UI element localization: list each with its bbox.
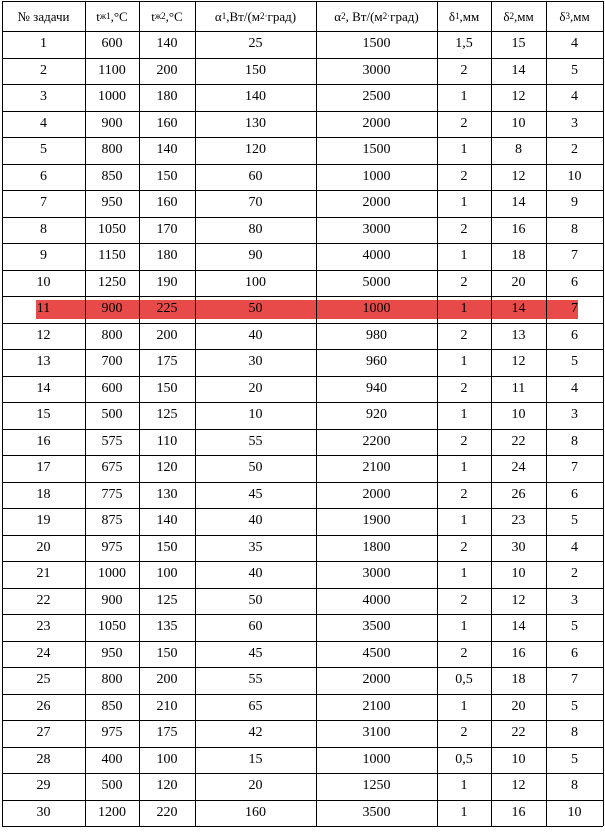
- table-cell: 125: [156, 592, 178, 608]
- table-cell: 850: [101, 698, 123, 714]
- table-cell: 18: [36, 486, 51, 502]
- table-cell: 0,5: [455, 751, 473, 767]
- table-cell: 15: [36, 407, 51, 423]
- table-cell: 6: [571, 645, 578, 661]
- table-cell: 2: [460, 592, 468, 608]
- table-cell: 3: [40, 89, 47, 105]
- table-cell: 600: [101, 36, 123, 52]
- header-unit-text: град): [267, 8, 297, 24]
- header-base-text: α: [214, 8, 222, 24]
- column-header: t ж2 ,°C: [151, 8, 183, 24]
- table-cell: 0,5: [455, 672, 473, 688]
- table-cell: 50: [248, 460, 263, 476]
- table-cell: 220: [156, 804, 178, 820]
- table-cell: 1150: [98, 248, 126, 264]
- header-base-text: № задачи: [17, 8, 70, 24]
- table-cell: 175: [156, 725, 178, 741]
- table-cell: 21: [36, 566, 51, 582]
- table-cell: 22: [511, 433, 526, 449]
- table-cell: 20: [248, 778, 263, 794]
- table-cell: 1000: [98, 89, 126, 105]
- table-cell: 1500: [362, 36, 391, 52]
- table-cell: 1: [460, 89, 468, 105]
- table-cell: 13: [511, 327, 526, 343]
- table-cell: 12: [36, 327, 51, 343]
- table-cell: 4: [571, 89, 578, 105]
- table-cell: 23: [511, 513, 526, 529]
- table-cell: 1000: [362, 168, 391, 184]
- table-cell: 1: [460, 619, 468, 635]
- table-cell: 3500: [362, 619, 391, 635]
- table-cell: 4: [571, 380, 578, 396]
- column-header: α 2 , Вт/(м 2· град): [334, 8, 419, 24]
- table-cell: 12: [511, 354, 526, 370]
- header-unit-text: ,мм: [569, 8, 590, 24]
- table-cell: 40: [248, 566, 263, 582]
- table-cell: 920: [366, 407, 387, 423]
- table-cell: 1: [460, 195, 468, 211]
- table-cell: 2: [460, 62, 468, 78]
- table-cell: 29: [36, 778, 51, 794]
- table-cell: 7: [40, 195, 47, 211]
- table-cell: 1: [460, 407, 468, 423]
- header-base-text: t: [151, 8, 155, 24]
- table-cell: 2200: [362, 433, 391, 449]
- table-cell: 11: [511, 380, 526, 396]
- table-cell: 8: [571, 433, 578, 449]
- table-cell: 960: [366, 354, 387, 370]
- table-cell: 23: [36, 619, 51, 635]
- table-cell: 16: [36, 433, 51, 449]
- table-cell: 2: [460, 380, 468, 396]
- table-cell: 100: [156, 566, 178, 582]
- table-cell: 2100: [362, 698, 391, 714]
- table-cell: 4500: [362, 645, 391, 661]
- table-cell: 1: [460, 248, 468, 264]
- table-cell: 4: [571, 36, 578, 52]
- table-cell: 60: [248, 168, 263, 184]
- table-cell: 400: [101, 751, 123, 767]
- table-cell: 5000: [362, 274, 391, 290]
- table-cell: 2000: [362, 486, 391, 502]
- table-cell: 600: [101, 380, 123, 396]
- table-cell: 100: [156, 751, 178, 767]
- table-cell: 2: [460, 539, 468, 555]
- table-cell: 850: [101, 168, 123, 184]
- table-cell: 800: [101, 672, 123, 688]
- table-cell: 1050: [98, 619, 126, 635]
- table-cell: 12: [511, 778, 526, 794]
- table-cell: 24: [36, 645, 51, 661]
- table-cell: 180: [156, 89, 178, 105]
- table-cell: 10: [248, 407, 263, 423]
- table-cell: 16: [511, 645, 526, 661]
- table-cell: 10: [567, 168, 582, 184]
- header-unit-text: , Вт/(м: [345, 8, 383, 24]
- table-cell: 15: [511, 36, 526, 52]
- table-cell: 26: [511, 486, 526, 502]
- table-cell: 8: [571, 221, 578, 237]
- header-base-text: δ: [559, 8, 566, 24]
- table-cell: 1: [460, 354, 468, 370]
- table-cell: 16: [511, 221, 526, 237]
- table-cell: 9: [571, 195, 578, 211]
- table-cell: 16: [511, 804, 526, 820]
- table-cell: 42: [248, 725, 263, 741]
- table-cell: 65: [248, 698, 263, 714]
- table-cell: 700: [101, 354, 123, 370]
- table-cell: 3000: [362, 566, 391, 582]
- table-cell: 150: [156, 645, 178, 661]
- header-unit-text: ,°C: [165, 8, 183, 24]
- table-cell: 20: [36, 539, 51, 555]
- table-cell: 6: [571, 327, 578, 343]
- table-cell: 1,5: [455, 36, 473, 52]
- table-cell: 1: [460, 301, 468, 317]
- table-cell: 55: [248, 672, 263, 688]
- table-cell: 25: [36, 672, 51, 688]
- table-cell: 8: [571, 778, 578, 794]
- table-cell: 24: [511, 460, 526, 476]
- table-cell: 150: [156, 380, 178, 396]
- table-cell: 1000: [362, 301, 391, 317]
- table-cell: 7: [571, 301, 578, 317]
- table-cell: 20: [511, 274, 526, 290]
- table-cell: 130: [156, 486, 178, 502]
- table-cell: 2000: [362, 672, 391, 688]
- table-cell: 18: [511, 672, 526, 688]
- table-cell: 18: [511, 248, 526, 264]
- table-cell: 2: [460, 725, 468, 741]
- header-base-text: δ: [448, 8, 455, 24]
- table-cell: 9: [40, 248, 47, 264]
- table-cell: 8: [515, 142, 522, 158]
- table-cell: 980: [366, 327, 387, 343]
- table-cell: 10: [511, 407, 526, 423]
- table-cell: 5: [40, 142, 47, 158]
- table-cell: 6: [571, 274, 578, 290]
- table-cell: 225: [156, 301, 178, 317]
- table-cell: 3: [571, 407, 578, 423]
- table-cell: 1000: [98, 566, 126, 582]
- table-cell: 2: [460, 274, 468, 290]
- table-cell: 19: [36, 513, 51, 529]
- table-cell: 12: [511, 168, 526, 184]
- table-cell: 7: [571, 248, 578, 264]
- table-cell: 175: [156, 354, 178, 370]
- table-cell: 10: [36, 274, 51, 290]
- table-cell: 2000: [362, 115, 391, 131]
- table-cell: 975: [101, 725, 123, 741]
- table-cell: 6: [571, 486, 578, 502]
- header-base-text: t: [96, 8, 100, 24]
- table-cell: 2: [40, 62, 47, 78]
- table-cell: 5: [571, 698, 578, 714]
- header-unit-text: ,Вт/(м: [226, 8, 261, 24]
- table-cell: 12: [511, 89, 526, 105]
- table-cell: 30: [511, 539, 526, 555]
- table-cell: 140: [156, 142, 178, 158]
- table-cell: 50: [248, 592, 263, 608]
- column-header: α 1 ,Вт/(м 2· град): [214, 8, 297, 24]
- table-cell: 800: [101, 327, 123, 343]
- table-cell: 1: [460, 513, 468, 529]
- table-cell: 150: [245, 62, 266, 78]
- table-cell: 6: [40, 168, 47, 184]
- table-cell: 160: [156, 195, 178, 211]
- table-cell: 7: [571, 460, 578, 476]
- table-cell: 1: [460, 804, 468, 820]
- table-cell: 1250: [98, 274, 126, 290]
- table-cell: 1000: [362, 751, 391, 767]
- table-cell: 70: [248, 195, 263, 211]
- table-cell: 900: [101, 301, 123, 317]
- table-cell: 1100: [98, 62, 126, 78]
- table-cell: 1200: [98, 804, 126, 820]
- table-cell: 12: [511, 592, 526, 608]
- table-cell: 2500: [362, 89, 391, 105]
- table-cell: 14: [511, 619, 526, 635]
- table-cell: 11: [36, 301, 51, 317]
- table-cell: 575: [101, 433, 123, 449]
- table-cell: 800: [101, 142, 123, 158]
- table-cell: 3000: [362, 221, 391, 237]
- table-cell: 2: [460, 645, 468, 661]
- table-cell: 200: [156, 327, 178, 343]
- table-cell: 1: [460, 566, 468, 582]
- table-cell: 1: [460, 778, 468, 794]
- column-header: δ 3 ,мм: [559, 8, 590, 24]
- table-cell: 17: [36, 460, 51, 476]
- table-cell: 1500: [362, 142, 391, 158]
- table-cell: 1250: [362, 778, 391, 794]
- table-cell: 5: [571, 751, 578, 767]
- table-cell: 940: [366, 380, 387, 396]
- table-cell: 2: [460, 168, 468, 184]
- table-cell: 15: [248, 751, 263, 767]
- header-unit-text: ,°C: [110, 8, 128, 24]
- table-cell: 55: [248, 433, 263, 449]
- table-cell: 2: [460, 433, 468, 449]
- table-cell: 10: [567, 804, 582, 820]
- table-cell: 2: [460, 115, 468, 131]
- table-cell: 140: [245, 89, 266, 105]
- table-cell: 1: [460, 460, 468, 476]
- table-cell: 2: [571, 566, 578, 582]
- table-cell: 160: [156, 115, 178, 131]
- table-cell: 4: [40, 115, 47, 131]
- table-cell: 14: [511, 301, 526, 317]
- table-cell: 27: [36, 725, 51, 741]
- table-cell: 775: [101, 486, 123, 502]
- table-cell: 900: [101, 592, 123, 608]
- table-cell: 13: [36, 354, 51, 370]
- table-cell: 140: [156, 36, 178, 52]
- table-cell: 2100: [362, 460, 391, 476]
- table-cell: 2: [571, 142, 578, 158]
- table-cell: 5: [571, 619, 578, 635]
- table-cell: 150: [156, 539, 178, 555]
- table-cell: 22: [511, 725, 526, 741]
- table-cell: 10: [511, 115, 526, 131]
- table-cell: 160: [245, 804, 266, 820]
- table-cell: 2: [460, 327, 468, 343]
- column-header: δ 1 ,мм: [448, 8, 480, 24]
- table-cell: 200: [156, 672, 178, 688]
- table-cell: 22: [36, 592, 51, 608]
- table-cell: 3500: [362, 804, 391, 820]
- column-header: δ 2 ,мм: [503, 8, 534, 24]
- table-cell: 10: [511, 566, 526, 582]
- table-cell: 950: [101, 195, 123, 211]
- header-base-text: δ: [503, 8, 510, 24]
- table-cell: 28: [36, 751, 51, 767]
- table-cell: 20: [248, 380, 263, 396]
- table-cell: 4000: [362, 592, 391, 608]
- table-cell: 1: [40, 36, 47, 52]
- table-cell: 40: [248, 327, 263, 343]
- table-cell: 130: [245, 115, 266, 131]
- table-cell: 900: [101, 115, 123, 131]
- table-cell: 7: [571, 672, 578, 688]
- table-cell: 90: [248, 248, 263, 264]
- table-cell: 8: [40, 221, 47, 237]
- table-cell: 1050: [98, 221, 126, 237]
- table-cell: 14: [511, 195, 526, 211]
- table-cell: 1800: [362, 539, 391, 555]
- table-cell: 45: [248, 645, 263, 661]
- table-cell: 4: [571, 539, 578, 555]
- column-header: t ж1 ,°C: [96, 8, 128, 24]
- table-cell: 1: [460, 142, 468, 158]
- table-cell: 3000: [362, 62, 391, 78]
- table-cell: 100: [245, 274, 266, 290]
- table-cell: 14: [511, 62, 526, 78]
- table-cell: 120: [156, 778, 178, 794]
- table-cell: 180: [156, 248, 178, 264]
- table-cell: 140: [156, 513, 178, 529]
- table-cell: 30: [36, 804, 51, 820]
- table-cell: 675: [101, 460, 123, 476]
- table-cell: 210: [156, 698, 178, 714]
- header-unit-text: ,мм: [513, 8, 534, 24]
- table-cell: 3: [571, 115, 578, 131]
- header-base-text: α: [334, 8, 342, 24]
- table-cell: 35: [248, 539, 263, 555]
- table-cell: 500: [101, 407, 123, 423]
- table-cell: 500: [101, 778, 123, 794]
- table-cell: 170: [156, 221, 178, 237]
- table-cell: 200: [156, 62, 178, 78]
- table-cell: 110: [156, 433, 178, 449]
- header-unit-text: град): [390, 8, 419, 24]
- table-cell: 8: [571, 725, 578, 741]
- table-cell: 875: [101, 513, 123, 529]
- table-cell: 50: [248, 301, 263, 317]
- table-cell: 30: [248, 354, 263, 370]
- table-cell: 4000: [362, 248, 391, 264]
- table-cell: 14: [36, 380, 51, 396]
- table-cell: 20: [511, 698, 526, 714]
- table-cell: 26: [36, 698, 51, 714]
- header-unit-text: ,мм: [459, 8, 480, 24]
- table-cell: 40: [248, 513, 263, 529]
- table-cell: 45: [248, 486, 263, 502]
- table-cell: 25: [248, 36, 263, 52]
- table-cell: 80: [248, 221, 263, 237]
- table-cell: 60: [248, 619, 263, 635]
- table-cell: 190: [156, 274, 178, 290]
- table-cell: 120: [245, 142, 266, 158]
- column-header: [2, 1, 85, 31]
- table-cell: 135: [156, 619, 178, 635]
- table-cell: 3100: [362, 725, 391, 741]
- table-cell: 2: [460, 221, 468, 237]
- table-cell: 150: [156, 168, 178, 184]
- table-cell: 3: [571, 592, 578, 608]
- table-cell: 2: [460, 486, 468, 502]
- table-cell: 5: [571, 354, 578, 370]
- table-cell: 120: [156, 460, 178, 476]
- table-cell: 950: [101, 645, 123, 661]
- table-cell: 2000: [362, 195, 391, 211]
- table-cell: 975: [101, 539, 123, 555]
- table-cell: 125: [156, 407, 178, 423]
- table-cell: 1900: [362, 513, 391, 529]
- table-cell: 5: [571, 513, 578, 529]
- table-cell: 5: [571, 62, 578, 78]
- table-cell: 1: [460, 698, 468, 714]
- table-cell: 10: [511, 751, 526, 767]
